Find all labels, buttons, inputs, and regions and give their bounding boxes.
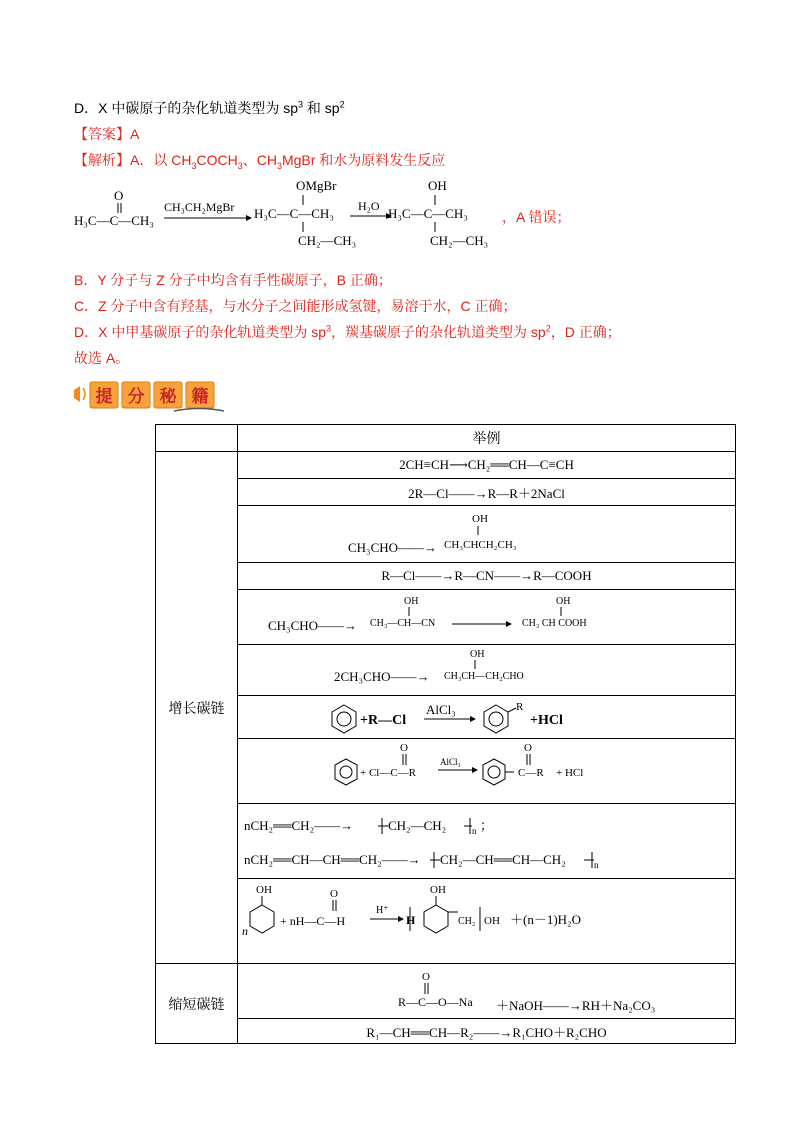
table-row [156, 590, 736, 645]
r9b-left: nCH₂══CH—CH══CH₂——→ [244, 852, 421, 867]
r7-arrow-head [470, 716, 476, 722]
r8-plus: + Cl—C—R [360, 767, 417, 779]
product-benzene-icon [484, 705, 508, 733]
tips-banner [74, 380, 234, 414]
verdict-a: ，A 错误； [502, 209, 571, 225]
analysis-a-sub3: 3 [276, 160, 282, 171]
example-friedel-crafts-acylation [238, 739, 736, 803]
product-top: OH [428, 178, 447, 193]
example-decarboxylation-cell [238, 964, 736, 1019]
banner-underline [174, 409, 224, 412]
r6-left: 2CH₃CHO——→ [334, 669, 430, 684]
analysis-a-line [74, 150, 445, 170]
example-aldehyde-grignard-cell [238, 506, 736, 563]
example-polymerization-cell [238, 804, 736, 879]
example-cyanohydrin [238, 590, 736, 644]
analysis-d-sup-a: 3 [326, 323, 332, 334]
example-aldol [238, 645, 736, 695]
r6-oh: OH [470, 649, 485, 660]
r9a-right: CH₂—CH₂ [388, 818, 447, 833]
r5-left: CH₃CHO——→ [268, 618, 358, 633]
example-phenol-formaldehyde-cell [238, 879, 736, 964]
product-benzene-circle [489, 712, 503, 726]
analysis-d-b: ，羰基碳原子的杂化轨道类型为 sp [331, 324, 546, 340]
reaction-table [155, 424, 736, 1044]
example-wurtz: 2R—Cl——→R—R＋2NaCl [238, 479, 736, 506]
example-aldol-cell [238, 645, 736, 696]
reactant-formula: H₃C—C—CH₃ [74, 213, 154, 228]
reagent-water: H₂O [358, 199, 380, 213]
banner-char-3: 秘 [159, 387, 177, 406]
r10-arrow-head [398, 916, 404, 922]
polymer-ring-icon [424, 905, 448, 933]
analysis-d-line [74, 322, 621, 342]
r8-o1: O [400, 742, 408, 754]
r3-right: CH₃CHCH₂CH₃ [444, 539, 517, 551]
speaker-wave-icon [83, 388, 85, 400]
r9a-end: ； [480, 818, 494, 833]
benzene-ring-icon [332, 705, 356, 733]
r10-h: H [406, 913, 416, 927]
analysis-c-line: C．Z 分子中含有羟基，与水分子之间能形成氢键，易溶于水，C 正确； [74, 298, 517, 314]
table-row [156, 645, 736, 696]
r5-mid: CH₃—CH—CN [370, 618, 436, 629]
r6-right: CH₃CH—CH₂CHO [444, 671, 524, 682]
r5-oh2: OH [556, 596, 571, 607]
r11-left: R—C—O—Na [398, 995, 473, 1009]
header-empty [156, 425, 238, 452]
r11-o: O [422, 971, 430, 983]
example-friedel-crafts-alkylation [238, 696, 736, 738]
r10-cat: H⁺ [376, 905, 389, 916]
example-ozonolysis: R₁—CH══CH—R₂——→R₁CHO＋R₂CHO [238, 1019, 736, 1044]
r5-arrow-head [506, 621, 512, 627]
example-decarboxylation [238, 964, 736, 1018]
category-shorten: 缩短碳链 [156, 964, 238, 1044]
phenol-ring-icon [250, 905, 274, 933]
table-row [156, 479, 736, 506]
r9b-n: n [594, 860, 599, 870]
r10-ch2: CH₂ [458, 916, 476, 927]
example-nitrile: R—Cl——→R—CN——→R—COOH [238, 563, 736, 590]
option-d-sup1: 3 [298, 99, 304, 110]
r10-oh2: OH [430, 884, 446, 896]
product-middle: H₃C—C—CH₃ [388, 206, 468, 221]
r10-water: ＋(n－1)H₂O [510, 912, 581, 927]
arrow-1-head [246, 215, 252, 221]
speaker-icon [74, 386, 80, 402]
r9a-left: nCH₂══CH₂——→ [244, 818, 354, 833]
analysis-d-a: D．X 中甲基碳原子的杂化轨道类型为 sp [74, 324, 327, 340]
intermediate-bottom: CH₂—CH₃ [298, 233, 357, 248]
r10-endoh: OH [484, 915, 500, 927]
analysis-a-t3: MgBr 和水为原料发生反应 [281, 152, 446, 168]
r8-hcl: + HCl [556, 767, 584, 779]
reactant-oxygen: O [114, 188, 124, 203]
example-polymerization [238, 804, 736, 878]
example-acetylene-dimerization: 2CH≡CH⟶CH₂══CH—C≡CH [238, 452, 736, 479]
analysis-a-text: 【解析】A．以 CH [74, 152, 192, 168]
banner-char-2: 分 [127, 387, 145, 406]
table-row [156, 879, 736, 964]
r8-catalyst: AlCl₃ [440, 757, 461, 767]
table-row [156, 696, 736, 739]
r10-plus: + nH—C—H [280, 914, 346, 928]
benzene-circle [337, 712, 351, 726]
table-row [156, 739, 736, 804]
option-d-sup2: 2 [339, 99, 345, 110]
analysis-d-c: ，D 正确； [550, 324, 621, 340]
benzene-circle-2 [340, 766, 352, 778]
header-example: 举例 [238, 425, 736, 452]
analysis-a-t2: 、CH [242, 152, 277, 168]
analysis-a-t1: COCH [196, 152, 238, 168]
table-row [156, 1019, 736, 1044]
r5-oh1: OH [404, 596, 419, 607]
product-benzene-circle-2 [488, 766, 500, 778]
analysis-d-sup-b: 2 [545, 323, 551, 334]
r8-arrow-head [472, 767, 478, 773]
reagent-grignard: CH₃CH₂MgBr [164, 200, 235, 214]
r8-cr: C—R [518, 767, 544, 779]
example-friedel-crafts-alkylation-cell [238, 696, 736, 739]
r11-right: ＋NaOH——→RH＋Na₂CO₃ [496, 998, 656, 1013]
example-aldehyde-grignard [238, 506, 736, 562]
benzene-ring-icon-2 [335, 759, 357, 785]
r7-bond [508, 708, 516, 712]
option-d-mid: 和 sp [303, 100, 340, 116]
banner-char-4: 籍 [191, 387, 209, 406]
r7-plus: +R—Cl [360, 713, 407, 728]
table-row [156, 804, 736, 879]
r7-catalyst: AlCl₃ [426, 702, 456, 717]
product-benzene-icon-2 [483, 759, 505, 785]
intermediate-top: OMgBr [296, 178, 337, 193]
r10-n: n [242, 924, 248, 938]
example-phenol-formaldehyde [238, 879, 736, 963]
analysis-a-sub1: 3 [191, 160, 197, 171]
table-header-row [156, 425, 736, 452]
r10-o: O [330, 888, 338, 900]
table-row [156, 964, 736, 1019]
option-d-line [74, 98, 345, 118]
example-cyanohydrin-cell [238, 590, 736, 645]
intermediate-middle: H₃C—C—CH₃ [254, 206, 334, 221]
answer-line: 【答案】A [74, 126, 140, 142]
r8-o2: O [524, 742, 532, 754]
banner-char-1: 提 [95, 387, 113, 406]
r9b-right: CH₂—CH══CH—CH₂ [440, 852, 566, 867]
option-d-text: D．X 中碳原子的杂化轨道类型为 sp [74, 100, 299, 116]
r3-left: CH₃CHO——→ [348, 540, 438, 555]
example-friedel-crafts-acylation-cell [238, 739, 736, 804]
product-bottom: CH₂—CH₃ [430, 233, 489, 248]
table-row [156, 452, 736, 479]
grignard-reaction-scheme [60, 168, 620, 260]
r10-oh1: OH [256, 884, 272, 896]
r7-hcl: +HCl [530, 713, 563, 728]
category-lengthen: 增长碳链 [156, 452, 238, 964]
table-row [156, 506, 736, 563]
analysis-a-sub2: 3 [237, 160, 243, 171]
r7-r: R [516, 701, 524, 713]
table-row [156, 563, 736, 590]
conclusion-line: 故选 A。 [74, 350, 130, 366]
r9a-n: n [472, 826, 477, 836]
analysis-b-line: B．Y 分子与 Z 分子中均含有手性碳原子，B 正确； [74, 272, 392, 288]
r3-oh: OH [472, 513, 488, 525]
r5-right: CH₃ CH COOH [522, 618, 587, 629]
